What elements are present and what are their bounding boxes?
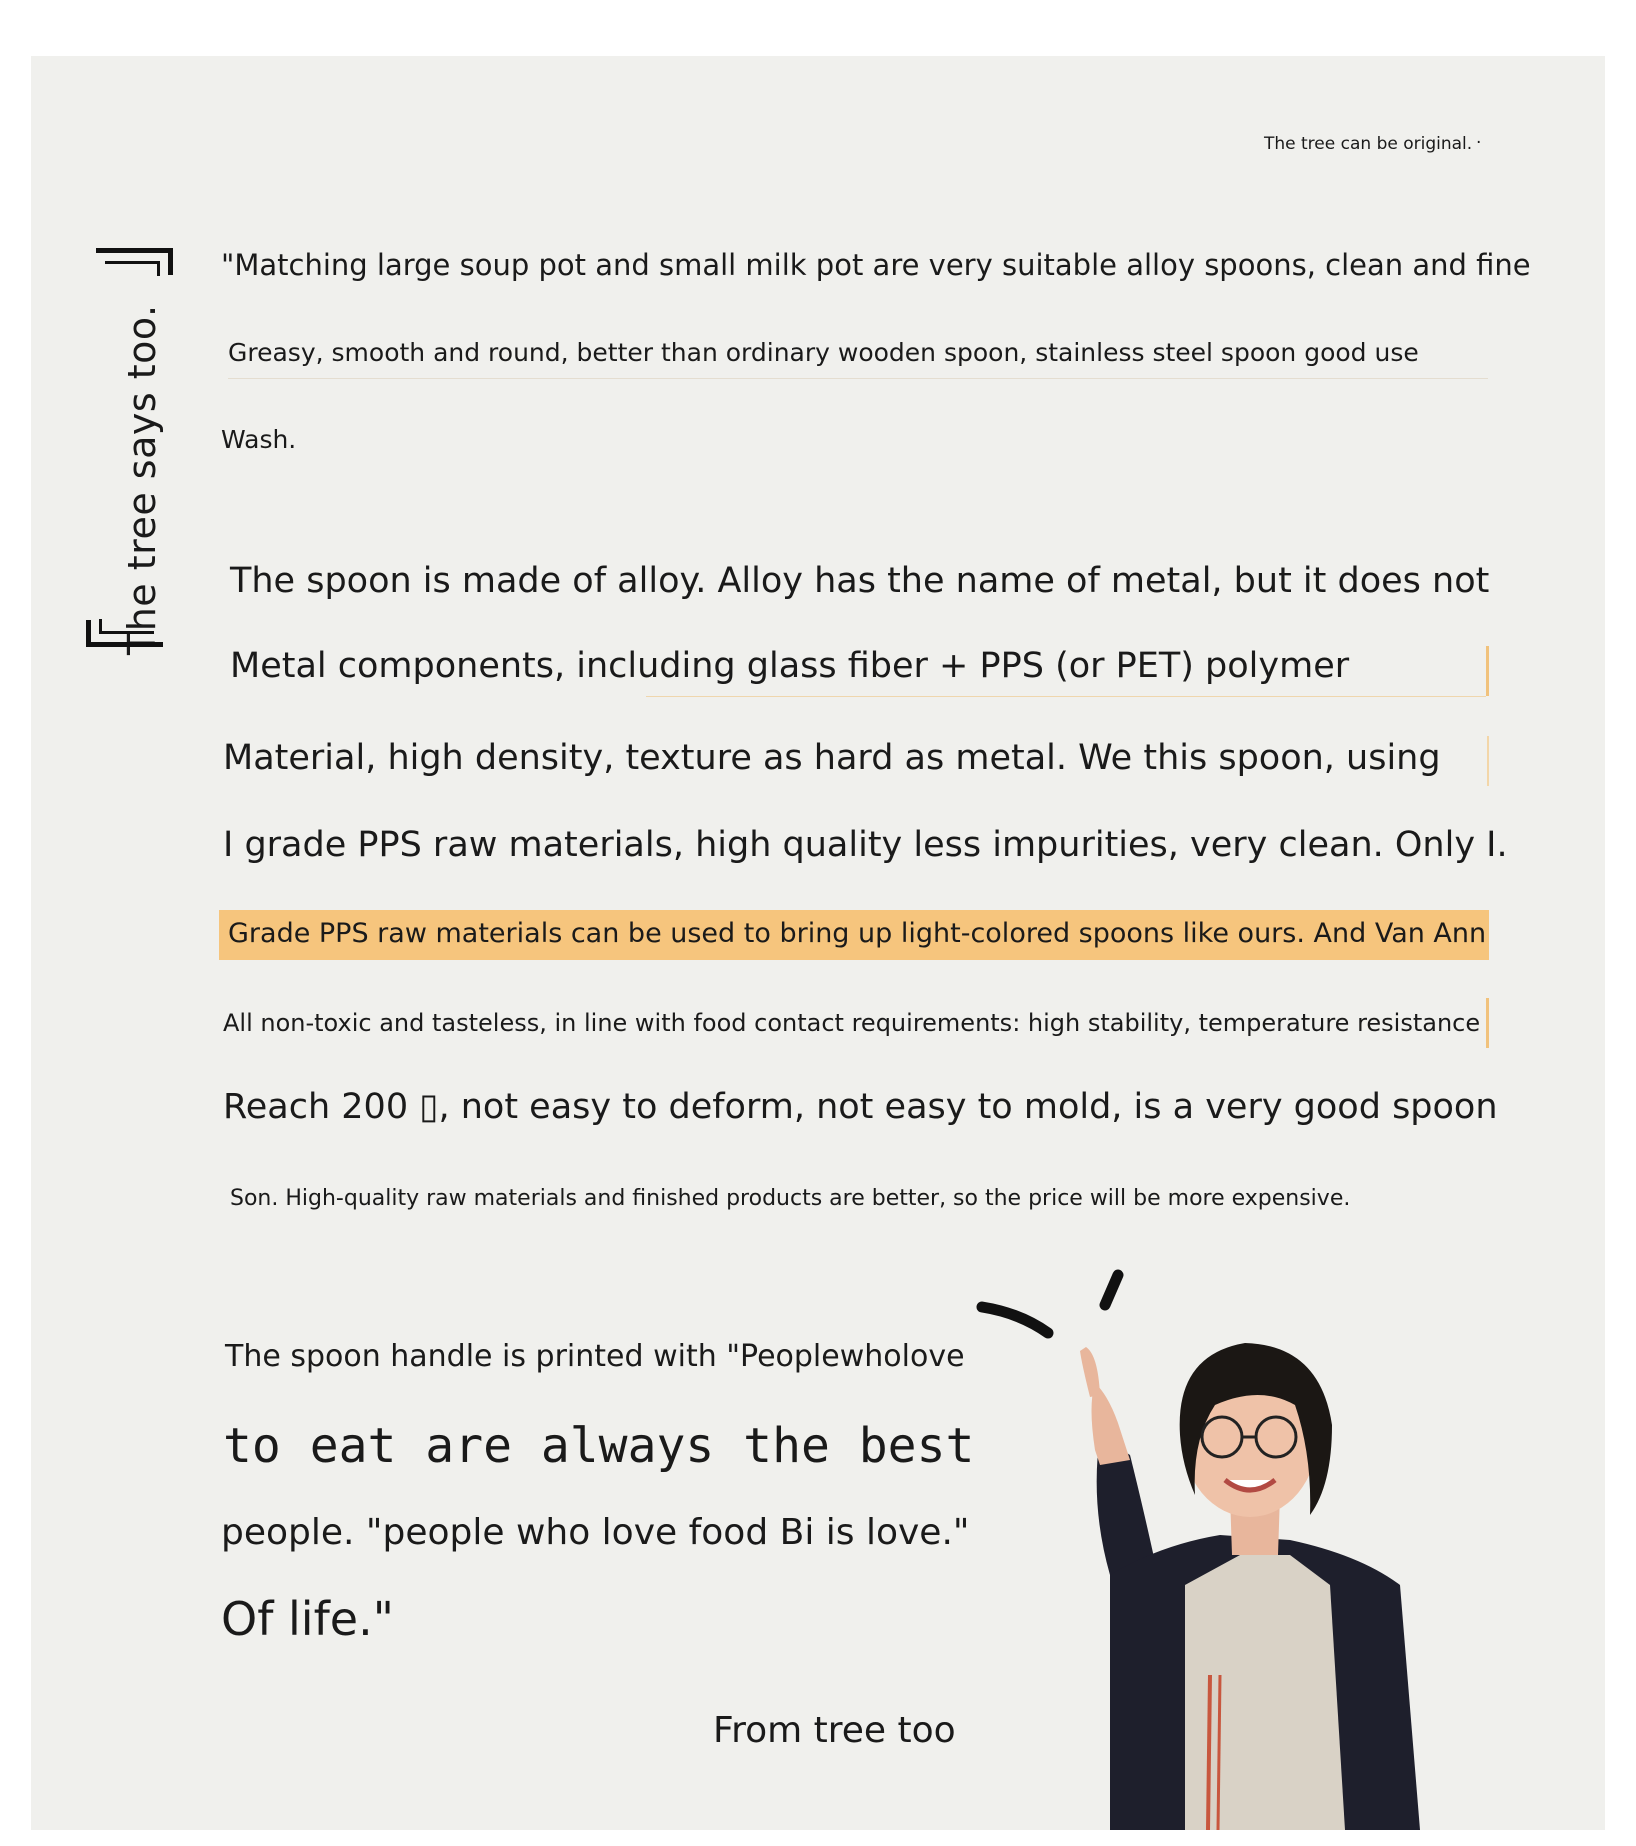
accent-bar bbox=[1487, 736, 1489, 786]
body-line-6: All non-toxic and tasteless, in line with food contact requirements: high stability, temperature resistance bbox=[223, 1009, 1481, 1037]
quote-line-2: to eat are always the best bbox=[223, 1418, 975, 1474]
body-line-1: The spoon is made of alloy. Alloy has the name of metal, but it does not bbox=[230, 561, 1490, 601]
emphasis-mark-icon bbox=[982, 1307, 1048, 1333]
body-line-2: Metal components, including glass fiber + PPS (or PET) polymer bbox=[230, 646, 1350, 686]
signature: From tree too bbox=[713, 1710, 956, 1751]
body-line-7: Reach 200 ▯, not easy to deform, not easy to mold, is a very good spoon bbox=[223, 1087, 1498, 1127]
quote-line-3: people. "people who love food Bi is love." bbox=[221, 1512, 970, 1553]
intro-line-1: "Matching large soup pot and small milk pot are very suitable alloy spoons, clean and fine bbox=[221, 248, 1531, 282]
bracket-bottom-icon bbox=[86, 620, 163, 647]
intro-line-2: Greasy, smooth and round, better than ordinary wooden spoon, stainless steel spoon good use bbox=[228, 338, 1419, 367]
body-line-4: I grade PPS raw materials, high quality less impurities, very clean. Only I. bbox=[223, 825, 1508, 865]
body-line-8: Son. High-quality raw materials and finished products are better, so the price will be more expensive. bbox=[230, 1186, 1351, 1211]
side-title: The tree says too. bbox=[120, 304, 164, 655]
body-line-5-highlighted: Grade PPS raw materials can be used to bring up light-colored spoons like ours. And Van Ann bbox=[228, 918, 1487, 949]
header-note: The tree can be original. bbox=[1264, 134, 1473, 154]
divider bbox=[646, 696, 1486, 697]
accent-bar bbox=[1486, 646, 1489, 696]
person-photo bbox=[960, 1255, 1560, 1830]
intro-line-3: Wash. bbox=[221, 425, 297, 454]
body-line-3: Material, high density, texture as hard as metal. We this spoon, using bbox=[223, 738, 1441, 778]
divider bbox=[228, 378, 1488, 379]
emphasis-mark-icon bbox=[1105, 1275, 1118, 1305]
accent-bar bbox=[1486, 998, 1489, 1048]
header-dot: . bbox=[1476, 128, 1482, 148]
quote-line-4: Of life." bbox=[221, 1592, 394, 1646]
bracket-top-icon bbox=[96, 248, 173, 275]
quote-line-1: The spoon handle is printed with "Peoplewholove bbox=[225, 1339, 965, 1374]
